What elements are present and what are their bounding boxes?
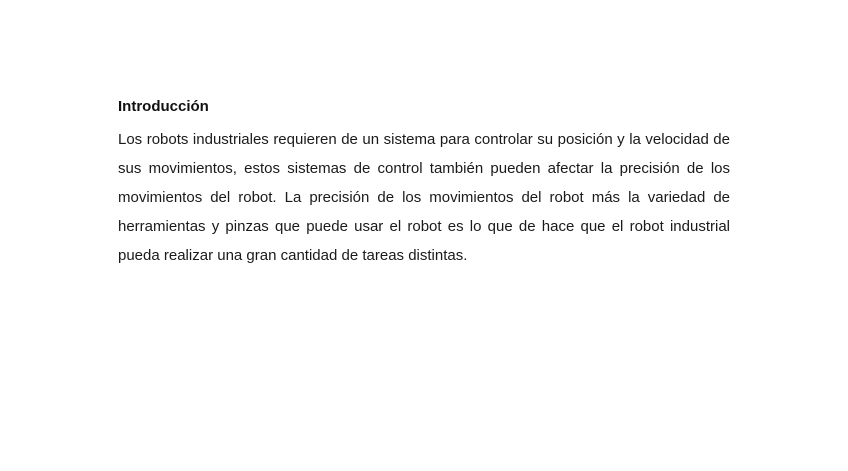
introduction-section [118,97,730,270]
section-heading: Introducción [118,98,209,115]
introduction-paragraph: Los robots industriales requieren de un sistema para controlar su posición y la velocidad de sus movimientos, estos sistemas de control también pueden afectar la precisión de los movimientos del robot. La precisión de los movimientos del robot más la variedad de herramientas y pinzas que puede usar el robot es lo que de hace que el robot industrial pueda realizar una gran cantidad de tareas distintas. [118,131,730,264]
